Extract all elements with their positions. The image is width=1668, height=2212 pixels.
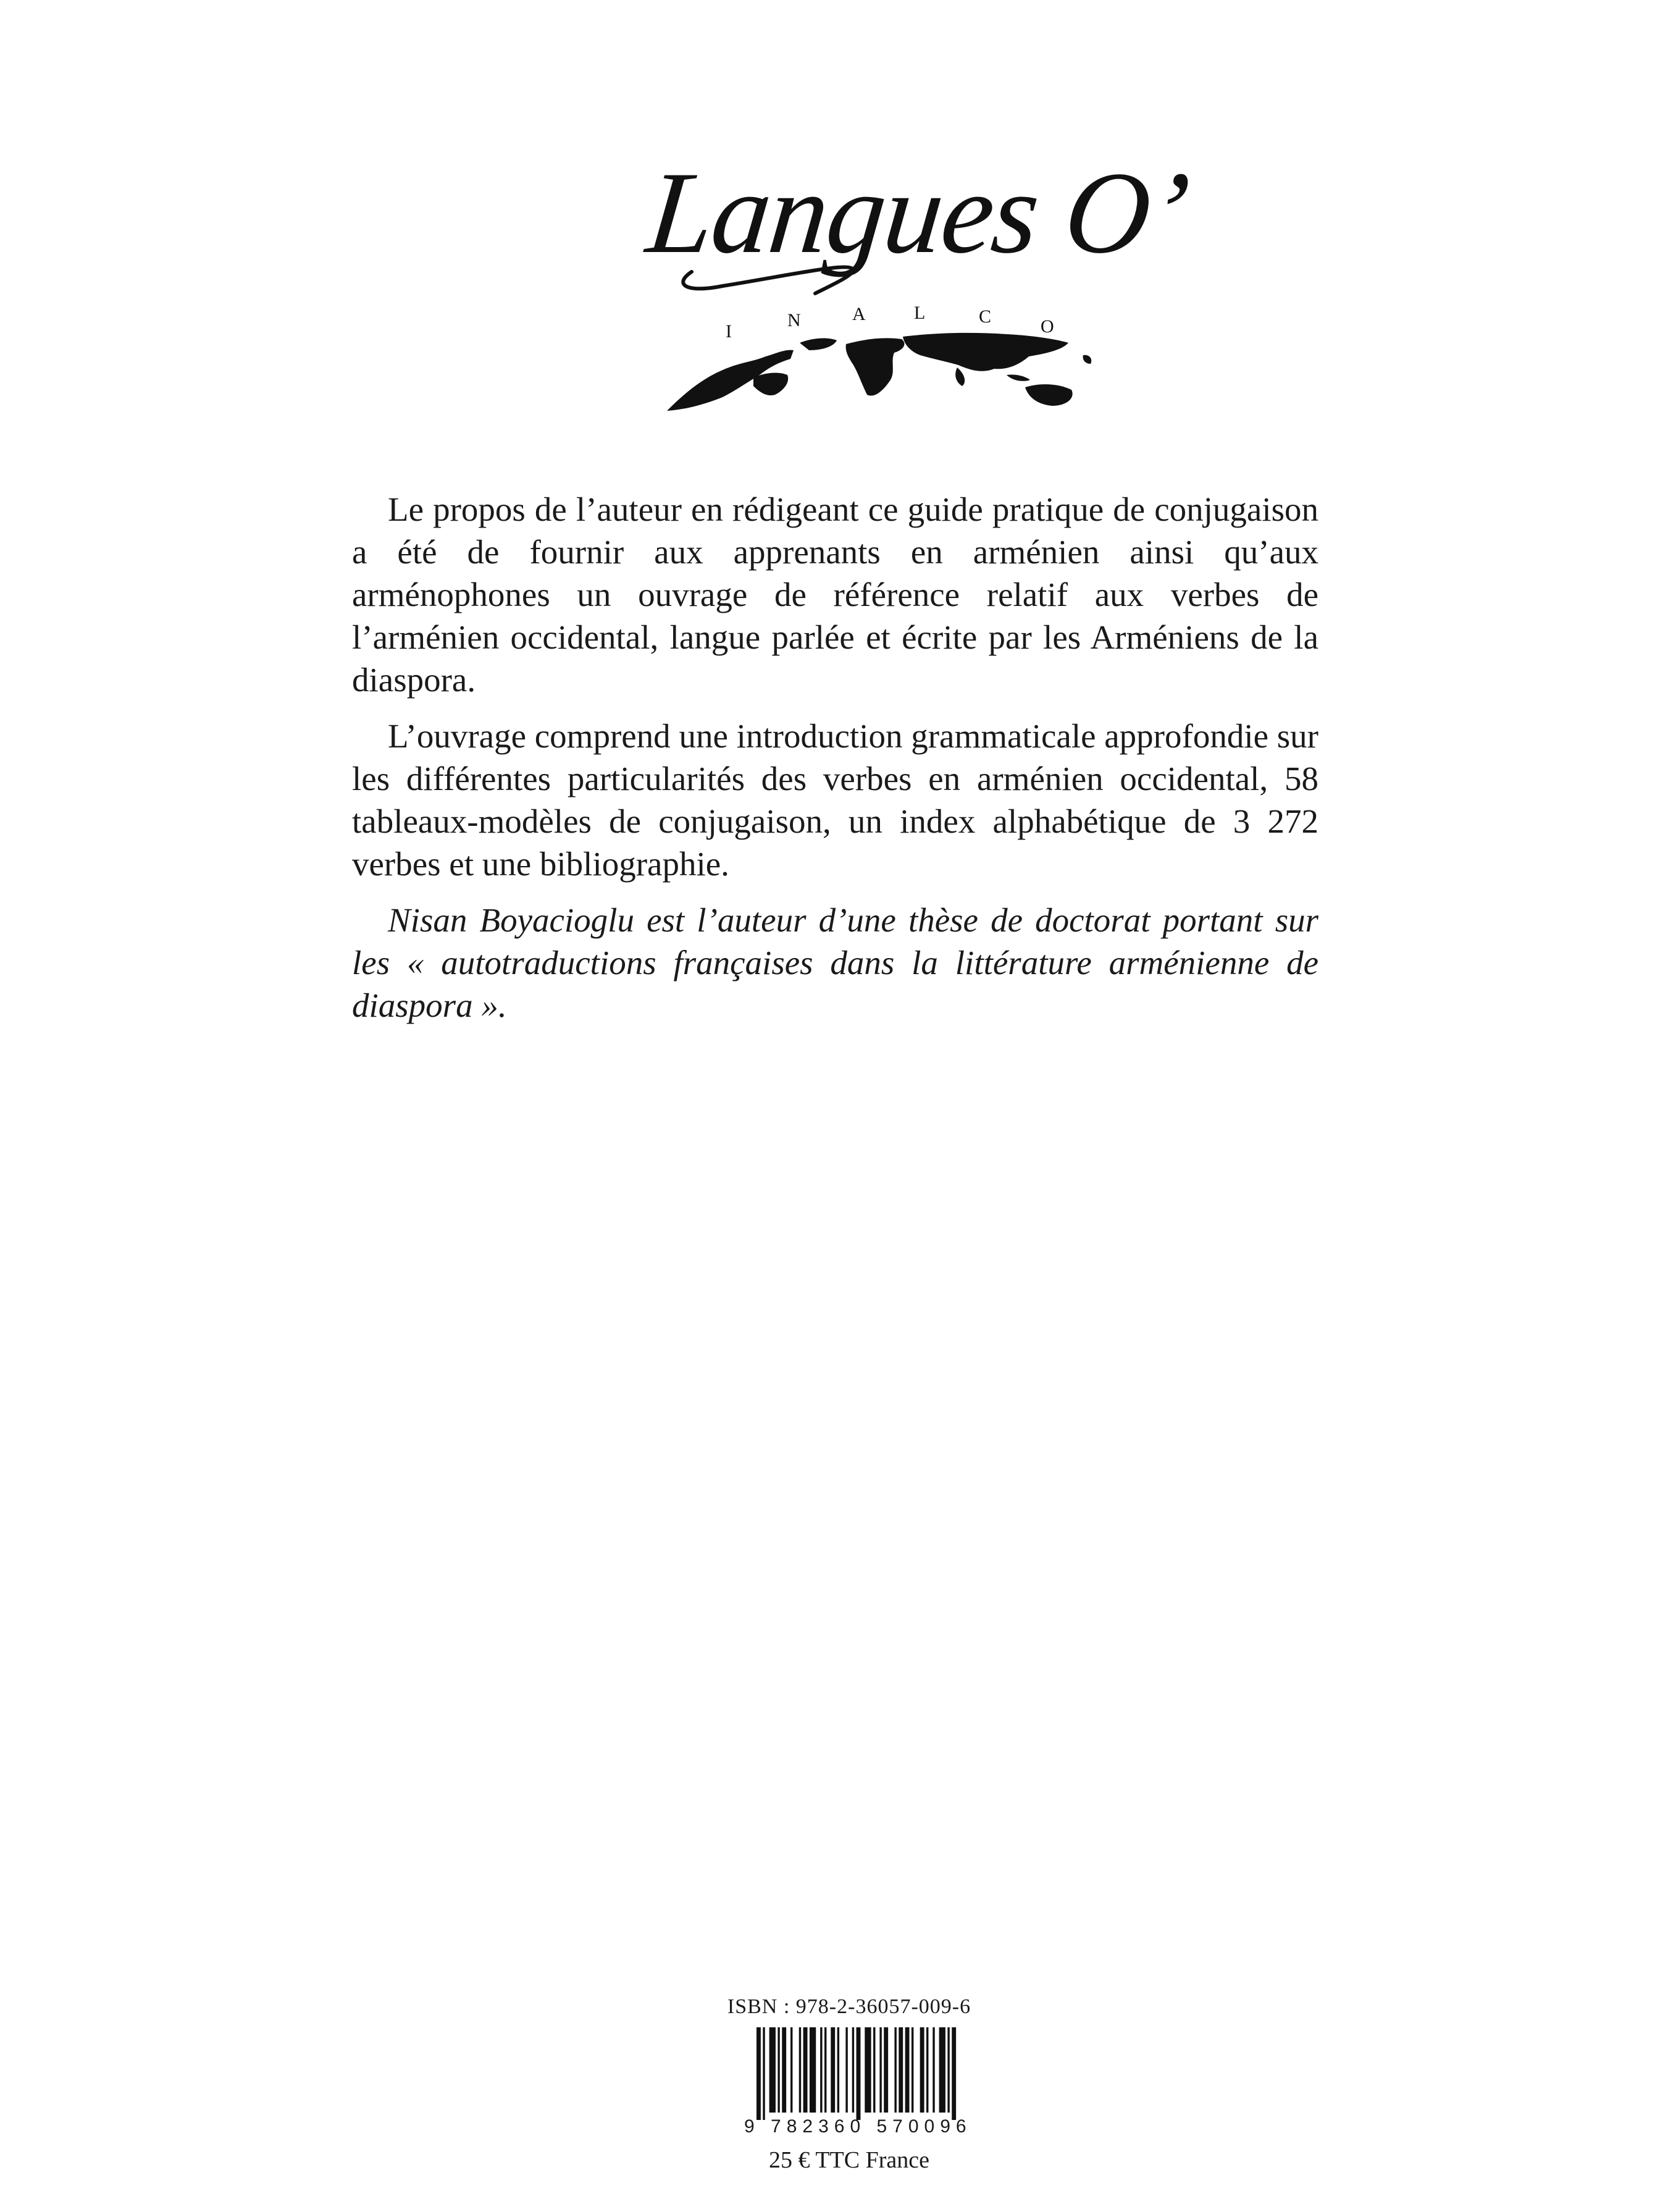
barcode-bar [763, 2027, 765, 2120]
barcode-bar [947, 2027, 949, 2113]
logo-letter-c: C [979, 306, 992, 327]
barcode-bar [857, 2027, 861, 2120]
barcode-bar [782, 2027, 786, 2113]
barcode-bar [824, 2027, 826, 2113]
barcode-bar [920, 2027, 924, 2113]
barcode-bar [777, 2027, 779, 2113]
barcode-bar [884, 2027, 888, 2113]
barcode-bar [803, 2027, 808, 2113]
world-map-icon [661, 318, 1093, 417]
logo-letter-i: I [726, 321, 732, 342]
logo-letter-n: N [787, 310, 801, 330]
barcode-bar [845, 2027, 847, 2113]
logo-letter-a: A [852, 304, 866, 324]
barcode-bar [820, 2027, 822, 2113]
barcode-bar [905, 2027, 910, 2113]
barcode-bar [912, 2027, 913, 2113]
isbn-block [719, 1995, 979, 2173]
barcode-bar [894, 2027, 896, 2113]
barcode-bar [756, 2027, 761, 2120]
barcode-bar [790, 2027, 792, 2113]
barcode-bar [810, 2027, 816, 2113]
barcode-bar [873, 2027, 875, 2113]
barcode-bar [932, 2027, 934, 2113]
publisher-logo [641, 139, 1194, 417]
barcode-bar [831, 2027, 835, 2113]
barcode-bar [926, 2027, 928, 2113]
blurb-paragraph-1: Le propos de l’auteur en rédigeant ce guide pratique de conjugaison a été de fournir aux apprenants en arménien ainsi qu’aux arménophones un ouvrage de référence relatif aux verbes de l’arménien occidental, langue parlée et écrite par les Arméniens de la diaspora. [352, 490, 1318, 699]
barcode-bar [769, 2027, 776, 2113]
barcode-bar [899, 2027, 903, 2113]
barcode-icon [756, 2027, 960, 2120]
barcode-bar [952, 2027, 956, 2120]
author-note: Nisan Boyacioglu est l’auteur d’une thèse de doctorat portant sur les « autotraductions françaises dans la littérature arménienne de diaspora ». [352, 901, 1318, 1024]
barcode-bar [799, 2027, 801, 2113]
barcode-bar [939, 2027, 945, 2113]
logo-letter-o: O [1041, 316, 1054, 337]
logo-wordmark: Langues O’ [641, 148, 1194, 278]
logo-letter-l: L [914, 303, 926, 323]
price-label: 25 € TTC France [769, 2147, 929, 2173]
barcode-digits: 9 782360 570096 [744, 2116, 972, 2137]
blurb-paragraph-2: L’ouvrage comprend une introduction grammaticale approfondie sur les différentes particularités des verbes en arménien occidental, 58 tableaux-modèles de conjugaison, un index alphabétique de 3 272 verbes et une bibliographie. [352, 717, 1318, 883]
back-cover-blurb [352, 488, 1318, 1040]
isbn-label: ISBN : 978-2-36057-009-6 [727, 1995, 971, 2018]
barcode-bar [852, 2027, 854, 2113]
barcode-bar [865, 2027, 871, 2113]
barcode-bar [879, 2027, 881, 2113]
barcode-bar [837, 2027, 839, 2113]
